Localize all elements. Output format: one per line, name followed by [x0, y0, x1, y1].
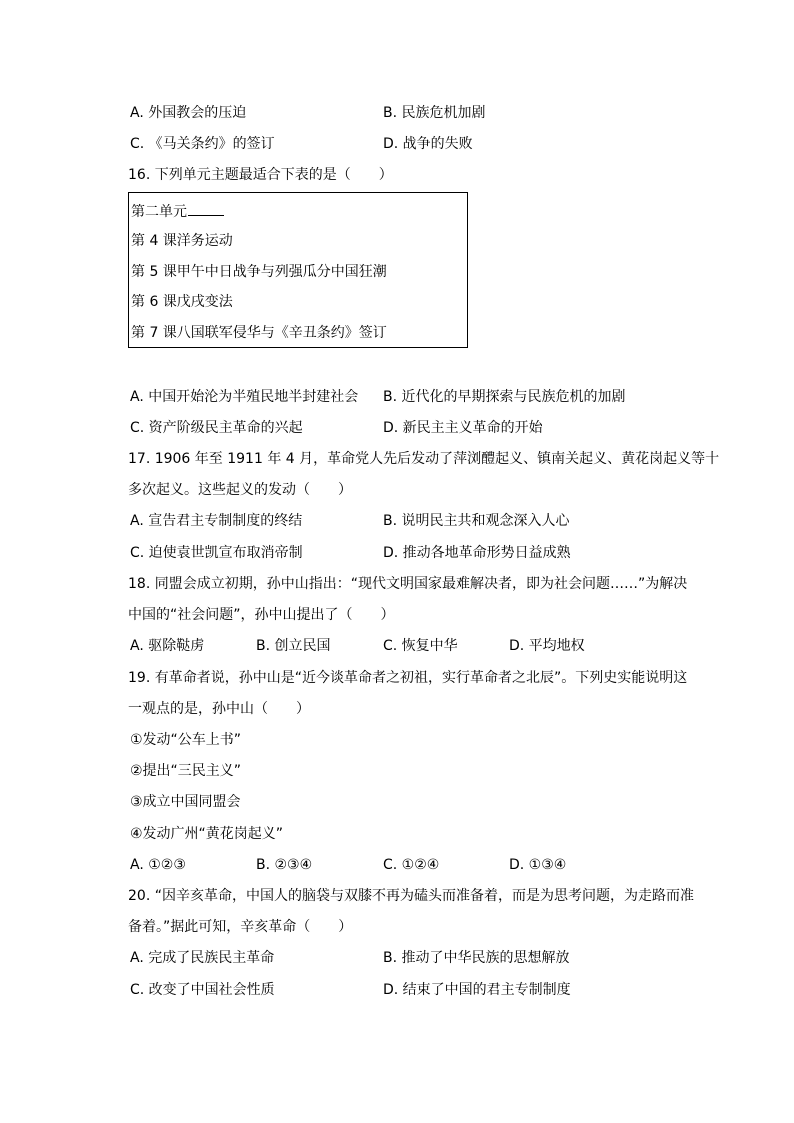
q18-option-a: A. 驱除鞑虏 — [130, 638, 205, 654]
q15-option-c: C. 《马关条约》的签订 — [130, 136, 275, 152]
q19-item: ①发动“公车上书” — [130, 732, 242, 748]
q15-option-b: B. 民族危机加剧 — [383, 105, 486, 121]
q20-stem-line1: 20. “因辛亥革命，中国人的脑袋与双膝不再为磕头而准备着，而是为思考问题，为走路而准 — [128, 888, 694, 904]
q16-table-row: 第 4 课洋务运动 — [131, 233, 233, 249]
q16-table-row: 第 6 课戊戌变法 — [131, 294, 233, 310]
q16-table — [128, 192, 468, 348]
q19-item: ④发动广州“黄花岗起义” — [130, 826, 284, 842]
q16-option-c: C. 资产阶级民主革命的兴起 — [130, 420, 303, 436]
q16-table-row: 第 7 课八国联军侵华与《辛丑条约》签订 — [131, 325, 387, 341]
q19-option-c: C. ①②④ — [383, 857, 440, 873]
q15-option-a: A. 外国教会的压迫 — [130, 105, 247, 121]
fill-blank — [188, 201, 224, 216]
q20-option-b: B. 推动了中华民族的思想解放 — [383, 950, 570, 966]
q19-option-a: A. ①②③ — [130, 857, 186, 873]
q17-option-a: A. 宣告君主专制制度的终结 — [130, 513, 303, 529]
q17-option-c: C. 迫使袁世凯宣布取消帝制 — [130, 545, 303, 561]
q16-option-a: A. 中国开始沦为半殖民地半封建社会 — [130, 389, 359, 405]
q16-table-row: 第二单元 — [131, 201, 224, 222]
q19-option-b: B. ②③④ — [256, 857, 313, 873]
q20-stem-line2: 备着。”据此可知，辛亥革命（ ） — [128, 919, 353, 935]
q18-option-d: D. 平均地权 — [509, 638, 585, 654]
q17-stem-line2: 多次起义。这些起义的发动（ ） — [128, 482, 352, 498]
q18-stem-line2: 中国的“社会问题”，孙中山提出了（ ） — [128, 607, 395, 623]
q19-item: ③成立中国同盟会 — [130, 794, 241, 810]
q16-stem: 16. 下列单元主题最适合下表的是（ ） — [128, 167, 393, 183]
q18-stem-line1: 18. 同盟会成立初期，孙中山指出：“现代文明国家最难解决者，即为社会问题……”为解决 — [128, 576, 688, 592]
q18-option-b: B. 创立民国 — [256, 638, 331, 654]
q20-option-a: A. 完成了民族民主革命 — [130, 950, 275, 966]
q18-option-c: C. 恢复中华 — [383, 638, 458, 654]
q20-option-d: D. 结束了中国的君主专制制度 — [383, 982, 571, 998]
q16-option-b: B. 近代化的早期探索与民族危机的加剧 — [383, 389, 626, 405]
q16-option-d: D. 新民主主义革命的开始 — [383, 420, 543, 436]
q19-option-d: D. ①③④ — [509, 857, 567, 873]
q15-option-d: D. 战争的失败 — [383, 136, 473, 152]
q20-option-c: C. 改变了中国社会性质 — [130, 982, 275, 998]
q17-stem-line1: 17. 1906 年至 1911 年 4 月，革命党人先后发动了萍浏醴起义、镇南关起义、黄花岗起义等十 — [128, 451, 720, 467]
q17-option-d: D. 推动各地革命形势日益成熟 — [383, 545, 571, 561]
q19-stem-line1: 19. 有革命者说，孙中山是“近今谈革命者之初祖，实行革命者之北辰”。下列史实能说明这 — [128, 670, 688, 686]
q17-option-b: B. 说明民主共和观念深入人心 — [383, 513, 570, 529]
q16-table-row: 第 5 课甲午中日战争与列强瓜分中国狂潮 — [131, 264, 387, 280]
q19-stem-line2: 一观点的是，孙中山（ ） — [128, 701, 310, 717]
q19-item: ②提出“三民主义” — [130, 763, 242, 779]
